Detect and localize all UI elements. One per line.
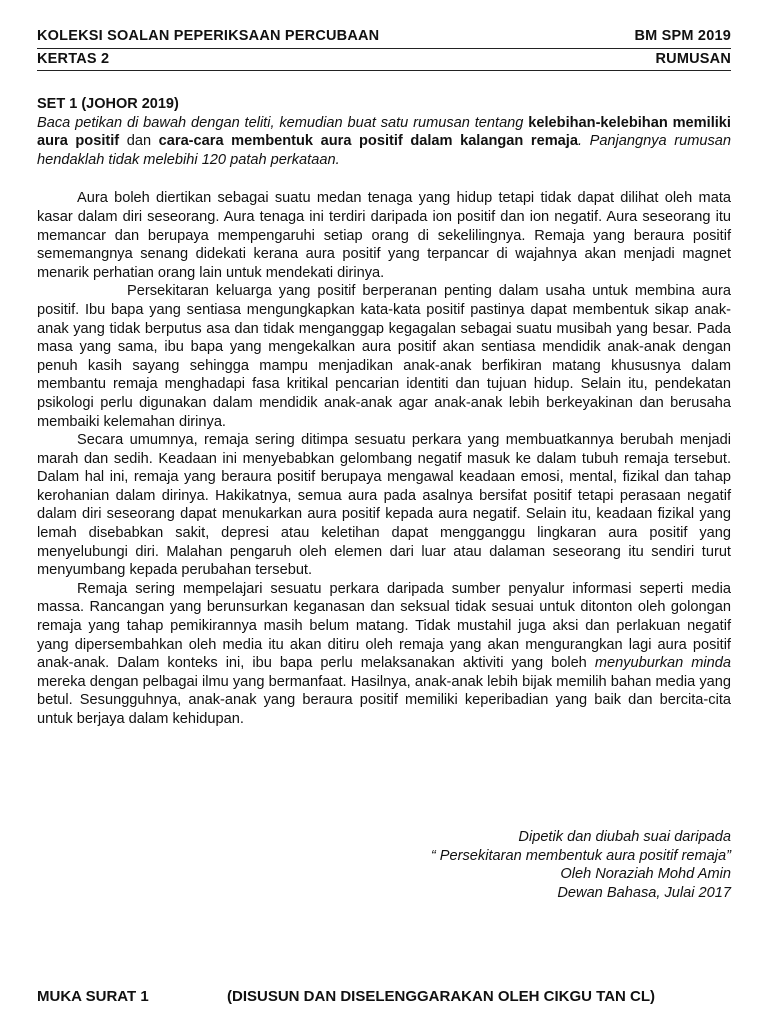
header-divider-top bbox=[37, 48, 731, 49]
source-line-4: Dewan Bahasa, Julai 2017 bbox=[557, 885, 731, 902]
instruction-text-1: Baca petikan di bawah dengan teliti, kemudian buat satu rumusan tentang bbox=[37, 114, 529, 131]
set-title: SET 1 (JOHOR 2019) bbox=[37, 96, 179, 112]
section-label: RUMUSAN bbox=[655, 51, 731, 67]
source-line-3: Oleh Noraziah Mohd Amin bbox=[560, 866, 731, 883]
passage-paragraph-4 bbox=[37, 580, 731, 729]
source-citation bbox=[431, 828, 731, 903]
paragraph-4-italic-phrase: menyuburkan minda bbox=[594, 655, 731, 672]
instruction-text-3: . Panjangnya rumusan hendaklah tidak melebihi 120 patah perkataan. bbox=[37, 133, 732, 168]
passage-paragraph-3: Secara umumnya, remaja sering ditimpa sesuatu perkara yang membuatkannya berubah menjadi marah dan sedih. Keadaan ini menyebabkan gelombang negatif masuk ke dalam tubuh remaja tersebut. Dalam hal ini, remaja yang beraura positif berupaya mengawal keadaan emosi, mental, fizikal dan tahap kerohanian dalam dirinya. Hakikatnya, semua aura pada asalnya bersifat positif tetapi perasaan negatif dalam diri seseorang dapat menukarkan aura positif kepada aura negatif. Selain itu, keadaan fizikal yang lemah disebabkan sakit, depresi atau keletihan dapat mengganggu lingkaran aura positif yang menyelubungi diri. Malahan pengaruh oleh elemen dari luar atau dalaman seseorang itu sendiri turut menyumbang kepada perubahan tersebut. bbox=[37, 432, 731, 579]
page-content bbox=[37, 95, 731, 729]
paragraph-4-text-a: Remaja sering mempelajari sesuatu perkara daripada sumber penyalur informasi seperti media massa. Rancangan yang berunsurkan keganasan dan seksual tidak sesuai untuk ditonton oleh golongan remaja yang tahap pemikirannya masih belum matang. Tidak mustahil juga aksi dan perlakuan negatif yang dipersembahkan oleh media itu akan ditiru oleh remaja yang akan mengurangkan lagi aura positif anak-anak. Dalam konteks ini, ibu bapa perlu melaksanakan aktiviti yang boleh bbox=[37, 580, 731, 672]
source-line-2: “ Persekitaran membentuk aura positif remaja” bbox=[430, 847, 731, 864]
subject-year: BM SPM 2019 bbox=[634, 28, 731, 44]
instruction bbox=[37, 114, 731, 170]
page-number: MUKA SURAT 1 bbox=[37, 988, 149, 1005]
paper-label: KERTAS 2 bbox=[37, 51, 110, 67]
source-line-1: Dipetik dan diubah suai daripada bbox=[518, 829, 731, 845]
header-divider-bottom bbox=[37, 70, 731, 71]
instruction-bold-2: cara-cara membentuk aura positif dalam kalangan remaja bbox=[158, 133, 578, 150]
paragraph-4-text-b: mereka dengan pelbagai ilmu yang bermanfaat. Hasilnya, anak-anak lebih bijak memilih bahan media yang betul. Sesungguhnya, anak-anak yang beraura positif memiliki keperibadian yang baik dan bercita-cita untuk berjaya dalam kehidupan. bbox=[37, 673, 731, 727]
passage-paragraph-1: Aura boleh diertikan sebagai suatu medan tenaga yang hidup tetapi tidak dapat dilihat oleh mata kasar dalam diri seseorang. Aura tenaga ini terdiri daripada ion positif dan ion negatif. Aura seseorang itu memancar dan berupaya mempengaruhi setiap orang di sekelilingnya. Remaja yang beraura positif sememangnya senang didekati kerana aura positif yang terpancar di wajahnya akan menjadi magnet menarik perhatian orang lain untuk mendekati dirinya. bbox=[37, 190, 731, 281]
collection-title: KOLEKSI SOALAN PEPERIKSAAN PERCUBAAN bbox=[37, 28, 380, 44]
instruction-bold-1: kelebihan-kelebihan memiliki aura positif bbox=[37, 114, 731, 150]
footer-credit: (DISUSUN DAN DISELENGGARAKAN OLEH CIKGU TAN CL) bbox=[227, 988, 656, 1005]
page-footer bbox=[37, 988, 731, 1005]
passage bbox=[37, 189, 731, 728]
passage-paragraph-2: Persekitaran keluarga yang positif berperanan penting dalam usaha untuk membina aura positif. Ibu bapa yang sentiasa mengungkapkan kata-kata positif pastinya dapat membentuk sikap anak-anak yang tidak berputus asa dan tidak menganggap kegagalan sebagai suatu musibah yang besar. Pada masa yang sama, ibu bapa yang mengekalkan aura positif akan sentiasa mendidik anak-anak dengan penuh kasih sayang sehingga mampu menjadikan anak-anak berfikiran matang khususnya dalam membantu remaja menghadapi fasa kritikal pencarian identiti dan tujuan hidup. Selain itu, pendekatan psikologi perlu digunakan dalam mendidik anak-anak agar anak-anak lebih berkeyakinan dan berusaha membaiki kelemahan dirinya. bbox=[37, 283, 731, 430]
instruction-text-2: dan bbox=[119, 133, 159, 150]
header-row-1 bbox=[37, 28, 731, 44]
header-row-2 bbox=[37, 51, 731, 67]
